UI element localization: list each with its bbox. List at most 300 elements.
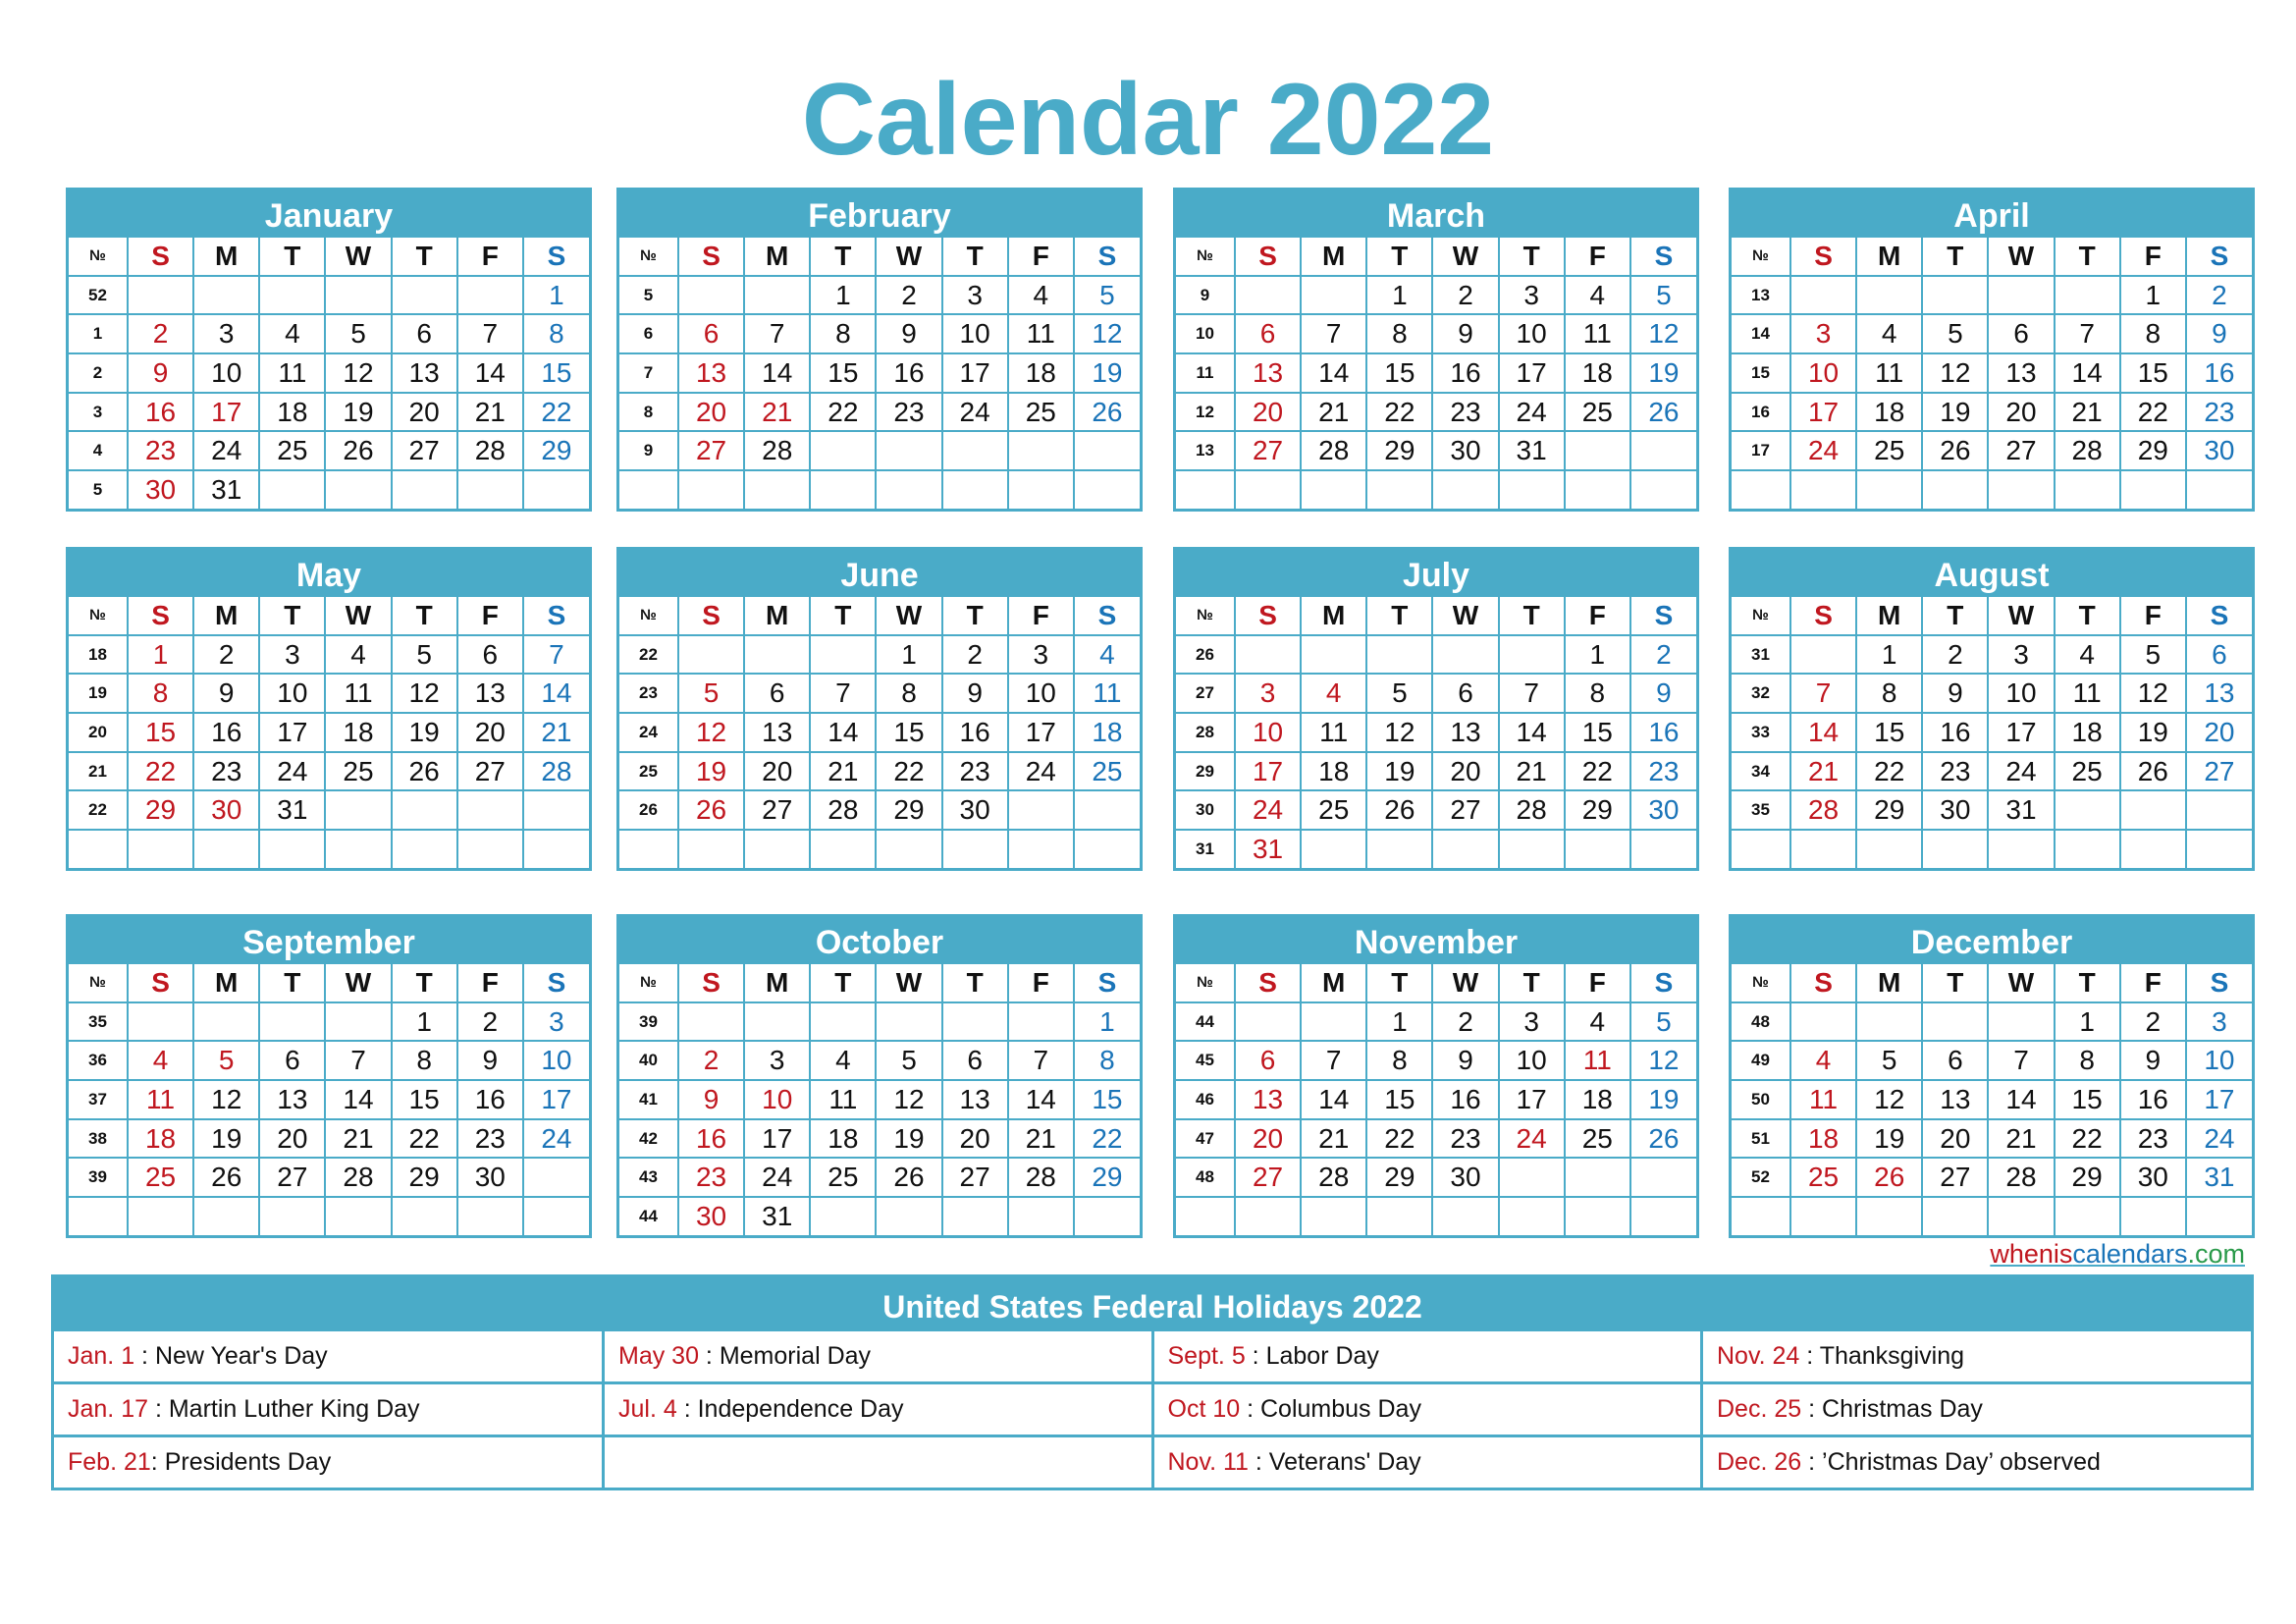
day-cell: 1 xyxy=(1366,276,1432,315)
day-cell: 6 xyxy=(1988,314,2054,353)
day-cell: 28 xyxy=(457,431,523,470)
weekday-header: M xyxy=(1856,596,1922,635)
day-cell: 13 xyxy=(1235,1080,1301,1119)
day-cell: 10 xyxy=(1008,674,1074,713)
weekday-header: F xyxy=(1008,596,1074,635)
day-cell: 12 xyxy=(193,1080,259,1119)
day-cell xyxy=(810,1197,876,1235)
day-cell xyxy=(2055,790,2120,830)
weekday-header: F xyxy=(1565,596,1630,635)
weekday-header: W xyxy=(1988,596,2054,635)
weekday-header: M xyxy=(1301,963,1366,1002)
day-cell xyxy=(2120,830,2186,868)
day-cell xyxy=(1008,790,1074,830)
week-row xyxy=(619,276,1140,315)
day-cell: 27 xyxy=(1235,1158,1301,1197)
weekday-header: T xyxy=(1922,963,1988,1002)
day-cell: 29 xyxy=(128,790,193,830)
weekday-header: T xyxy=(1922,237,1988,276)
day-cell xyxy=(1499,830,1565,868)
day-cell: 28 xyxy=(1301,1158,1366,1197)
holiday-name: Martin Luther King Day xyxy=(168,1395,420,1423)
day-cell xyxy=(193,1197,259,1235)
day-cell: 14 xyxy=(457,353,523,393)
day-cell: 31 xyxy=(193,470,259,509)
day-cell: 11 xyxy=(128,1080,193,1119)
week-row xyxy=(69,635,589,675)
holiday-name: Columbus Day xyxy=(1260,1395,1421,1423)
day-cell xyxy=(1432,1197,1498,1235)
week-row xyxy=(69,314,589,353)
week-number-header: № xyxy=(1732,963,1790,1002)
day-cell: 7 xyxy=(1988,1041,2054,1080)
week-row xyxy=(69,713,589,752)
holiday-cell xyxy=(1702,1331,2252,1383)
day-cell: 4 xyxy=(1790,1041,1856,1080)
day-cell xyxy=(457,276,523,315)
day-cell: 24 xyxy=(1235,790,1301,830)
day-cell: 5 xyxy=(1366,674,1432,713)
day-cell: 9 xyxy=(2186,314,2252,353)
week-row xyxy=(1732,713,2252,752)
day-cell: 9 xyxy=(876,314,941,353)
week-number: 52 xyxy=(1732,1158,1790,1197)
week-row xyxy=(1732,752,2252,791)
weekday-header: S xyxy=(678,963,744,1002)
day-cell xyxy=(392,830,457,868)
credit-part-1: whenis xyxy=(1990,1239,2073,1269)
day-cell: 15 xyxy=(2055,1080,2120,1119)
holidays-heading: United States Federal Holidays 2022 xyxy=(54,1277,2251,1331)
day-cell: 1 xyxy=(2120,276,2186,315)
month-name: October xyxy=(619,917,1140,962)
day-cell: 3 xyxy=(193,314,259,353)
day-cell: 27 xyxy=(1432,790,1498,830)
weekday-header: S xyxy=(523,237,589,276)
holiday-date: Jan. 17 xyxy=(68,1395,149,1423)
holiday-separator: : xyxy=(1248,1448,1269,1476)
week-row xyxy=(619,314,1140,353)
day-cell: 12 xyxy=(392,674,457,713)
day-cell: 27 xyxy=(678,431,744,470)
day-cell: 16 xyxy=(1630,713,1696,752)
day-cell: 26 xyxy=(1922,431,1988,470)
day-cell: 6 xyxy=(392,314,457,353)
weekday-header: M xyxy=(744,963,810,1002)
day-cell: 23 xyxy=(2186,393,2252,432)
week-number: 1 xyxy=(69,314,128,353)
day-cell: 4 xyxy=(1565,276,1630,315)
day-cell xyxy=(523,830,589,868)
holiday-date: Jul. 4 xyxy=(618,1395,677,1423)
holiday-name: Thanksgiving xyxy=(1819,1342,1965,1370)
day-cell xyxy=(810,431,876,470)
weekday-header: F xyxy=(457,596,523,635)
day-cell xyxy=(325,830,391,868)
day-cell: 5 xyxy=(2120,635,2186,675)
day-cell xyxy=(876,431,941,470)
weekday-header: T xyxy=(810,237,876,276)
day-cell: 2 xyxy=(1432,276,1498,315)
month-name: August xyxy=(1732,550,2252,595)
day-cell: 22 xyxy=(523,393,589,432)
week-number: 35 xyxy=(69,1002,128,1042)
weekday-header: T xyxy=(1499,963,1565,1002)
day-cell: 23 xyxy=(128,431,193,470)
day-cell: 8 xyxy=(1366,1041,1432,1080)
month-june xyxy=(616,547,1143,871)
week-number: 13 xyxy=(1732,276,1790,315)
day-cell: 11 xyxy=(1565,314,1630,353)
week-row xyxy=(1732,1080,2252,1119)
week-number xyxy=(1732,830,1790,868)
day-cell: 5 xyxy=(193,1041,259,1080)
week-row xyxy=(1176,1041,1696,1080)
day-cell: 29 xyxy=(1366,431,1432,470)
day-cell xyxy=(259,470,325,509)
day-cell: 28 xyxy=(1790,790,1856,830)
day-cell: 19 xyxy=(1074,353,1140,393)
day-cell: 14 xyxy=(2055,353,2120,393)
week-row xyxy=(69,431,589,470)
week-number: 15 xyxy=(1732,353,1790,393)
week-number: 6 xyxy=(619,314,678,353)
holiday-name: Labor Day xyxy=(1265,1342,1379,1370)
day-cell xyxy=(2186,830,2252,868)
weekday-header: T xyxy=(1499,237,1565,276)
week-number xyxy=(1176,470,1235,509)
day-cell: 28 xyxy=(1008,1158,1074,1197)
week-number: 17 xyxy=(1732,431,1790,470)
day-cell: 24 xyxy=(1790,431,1856,470)
day-cell xyxy=(1366,830,1432,868)
day-cell: 13 xyxy=(1922,1080,1988,1119)
weekday-header: S xyxy=(1630,963,1696,1002)
day-cell: 16 xyxy=(876,353,941,393)
day-cell: 15 xyxy=(1565,713,1630,752)
day-cell: 29 xyxy=(392,1158,457,1197)
day-cell: 15 xyxy=(392,1080,457,1119)
day-cell: 29 xyxy=(1074,1158,1140,1197)
week-number: 33 xyxy=(1732,713,1790,752)
holiday-name: Presidents Day xyxy=(164,1448,332,1476)
week-row xyxy=(69,830,589,868)
day-cell: 9 xyxy=(942,674,1008,713)
week-row xyxy=(1732,1119,2252,1159)
month-grid xyxy=(619,962,1140,1235)
day-cell xyxy=(457,470,523,509)
day-cell: 27 xyxy=(392,431,457,470)
day-cell xyxy=(193,1002,259,1042)
week-number-header: № xyxy=(69,237,128,276)
weekday-header: S xyxy=(1074,237,1140,276)
day-cell: 6 xyxy=(1235,314,1301,353)
holiday-separator: : xyxy=(148,1395,169,1423)
day-cell: 20 xyxy=(1235,1119,1301,1159)
day-cell: 15 xyxy=(1366,1080,1432,1119)
holiday-name: Christmas Day xyxy=(1822,1395,1983,1423)
day-cell: 24 xyxy=(1988,752,2054,791)
weekday-header: W xyxy=(1432,596,1498,635)
weekday-header: T xyxy=(259,237,325,276)
holiday-cell xyxy=(604,1383,1153,1436)
day-cell: 6 xyxy=(1922,1041,1988,1080)
week-number: 51 xyxy=(1732,1119,1790,1159)
day-cell xyxy=(128,1002,193,1042)
day-cell: 16 xyxy=(678,1119,744,1159)
day-cell: 27 xyxy=(1988,431,2054,470)
day-cell xyxy=(523,790,589,830)
day-cell: 10 xyxy=(193,353,259,393)
day-cell: 10 xyxy=(744,1080,810,1119)
day-cell: 3 xyxy=(1790,314,1856,353)
day-cell: 11 xyxy=(1074,674,1140,713)
weekday-header: S xyxy=(2186,596,2252,635)
day-cell: 24 xyxy=(744,1158,810,1197)
day-cell xyxy=(1790,830,1856,868)
day-cell xyxy=(1988,1002,2054,1042)
day-cell xyxy=(193,276,259,315)
day-cell xyxy=(1856,830,1922,868)
weekday-header: S xyxy=(128,963,193,1002)
week-number: 48 xyxy=(1176,1158,1235,1197)
website-credit-link[interactable] xyxy=(1990,1239,2245,1270)
day-cell xyxy=(1856,1002,1922,1042)
holiday-date: Feb. 21 xyxy=(68,1448,151,1476)
day-cell: 17 xyxy=(2186,1080,2252,1119)
day-cell: 13 xyxy=(392,353,457,393)
day-cell: 5 xyxy=(392,635,457,675)
day-cell: 9 xyxy=(1922,674,1988,713)
day-cell: 25 xyxy=(1074,752,1140,791)
day-cell: 2 xyxy=(193,635,259,675)
day-cell: 31 xyxy=(744,1197,810,1235)
day-cell: 17 xyxy=(259,713,325,752)
day-cell: 31 xyxy=(1988,790,2054,830)
day-cell: 26 xyxy=(392,752,457,791)
week-row xyxy=(1732,393,2252,432)
day-cell: 4 xyxy=(1565,1002,1630,1042)
day-cell: 18 xyxy=(128,1119,193,1159)
weekday-header: S xyxy=(1074,596,1140,635)
day-cell xyxy=(1790,276,1856,315)
day-cell: 15 xyxy=(1856,713,1922,752)
day-cell xyxy=(810,830,876,868)
day-cell xyxy=(2055,1197,2120,1235)
day-cell: 14 xyxy=(523,674,589,713)
week-number: 52 xyxy=(69,276,128,315)
day-cell xyxy=(1922,1197,1988,1235)
weekday-header: F xyxy=(457,237,523,276)
day-cell xyxy=(876,1197,941,1235)
day-cell: 13 xyxy=(2186,674,2252,713)
day-cell: 14 xyxy=(1301,353,1366,393)
day-cell: 18 xyxy=(1856,393,1922,432)
day-cell: 2 xyxy=(1630,635,1696,675)
day-cell xyxy=(128,276,193,315)
day-cell xyxy=(1074,431,1140,470)
holiday-separator: : xyxy=(1801,1448,1823,1476)
weekday-header: S xyxy=(128,596,193,635)
day-cell: 1 xyxy=(1366,1002,1432,1042)
day-cell xyxy=(1432,470,1498,509)
week-number: 14 xyxy=(1732,314,1790,353)
day-cell xyxy=(1301,1197,1366,1235)
day-cell: 23 xyxy=(1432,1119,1498,1159)
day-cell xyxy=(1499,1197,1565,1235)
week-row xyxy=(1176,1080,1696,1119)
day-cell: 17 xyxy=(1988,713,2054,752)
day-cell xyxy=(1922,830,1988,868)
day-cell: 28 xyxy=(1301,431,1366,470)
week-row xyxy=(1732,635,2252,675)
day-cell xyxy=(1988,276,2054,315)
week-row xyxy=(619,470,1140,509)
month-name: May xyxy=(69,550,589,595)
day-cell: 31 xyxy=(1499,431,1565,470)
day-cell xyxy=(1565,431,1630,470)
day-cell: 4 xyxy=(1301,674,1366,713)
week-number: 8 xyxy=(619,393,678,432)
day-cell xyxy=(942,470,1008,509)
day-cell: 2 xyxy=(128,314,193,353)
week-number: 43 xyxy=(619,1158,678,1197)
day-cell: 25 xyxy=(259,431,325,470)
day-cell: 14 xyxy=(1988,1080,2054,1119)
day-cell: 27 xyxy=(1922,1158,1988,1197)
day-cell xyxy=(1988,470,2054,509)
day-cell: 30 xyxy=(193,790,259,830)
week-row xyxy=(69,1158,589,1197)
week-number xyxy=(619,470,678,509)
day-cell: 26 xyxy=(1856,1158,1922,1197)
day-cell xyxy=(2055,830,2120,868)
day-cell xyxy=(1630,1158,1696,1197)
month-september xyxy=(66,914,592,1238)
day-cell xyxy=(1235,470,1301,509)
day-cell: 8 xyxy=(128,674,193,713)
day-cell xyxy=(193,830,259,868)
day-cell: 12 xyxy=(1922,353,1988,393)
weekday-header: T xyxy=(259,963,325,1002)
day-cell: 15 xyxy=(1366,353,1432,393)
day-cell: 16 xyxy=(2120,1080,2186,1119)
holiday-separator: : xyxy=(698,1342,720,1370)
week-row xyxy=(619,1080,1140,1119)
weekday-header: W xyxy=(876,963,941,1002)
day-cell: 6 xyxy=(2186,635,2252,675)
day-cell: 8 xyxy=(876,674,941,713)
day-cell: 7 xyxy=(325,1041,391,1080)
day-cell: 5 xyxy=(678,674,744,713)
holiday-cell xyxy=(1152,1436,1702,1489)
day-cell: 27 xyxy=(1235,431,1301,470)
day-cell xyxy=(1235,1197,1301,1235)
week-row xyxy=(1732,790,2252,830)
weekday-header: S xyxy=(1235,963,1301,1002)
day-cell xyxy=(1790,470,1856,509)
holiday-cell xyxy=(604,1331,1153,1383)
holiday-separator: : xyxy=(1801,1395,1823,1423)
day-cell: 11 xyxy=(1008,314,1074,353)
day-cell: 16 xyxy=(128,393,193,432)
day-cell: 5 xyxy=(1074,276,1140,315)
day-cell xyxy=(1922,470,1988,509)
day-cell xyxy=(1008,470,1074,509)
holiday-cell xyxy=(54,1383,604,1436)
week-number-header: № xyxy=(619,237,678,276)
day-cell: 28 xyxy=(523,752,589,791)
day-cell: 12 xyxy=(678,713,744,752)
day-cell xyxy=(392,470,457,509)
week-number: 45 xyxy=(1176,1041,1235,1080)
day-cell: 16 xyxy=(942,713,1008,752)
day-cell xyxy=(1301,830,1366,868)
weekday-header: M xyxy=(1301,596,1366,635)
day-cell xyxy=(259,830,325,868)
weekday-header: F xyxy=(2120,963,2186,1002)
week-row xyxy=(1732,276,2252,315)
day-cell: 11 xyxy=(259,353,325,393)
holiday-cell xyxy=(1152,1383,1702,1436)
day-cell: 9 xyxy=(193,674,259,713)
day-cell: 22 xyxy=(1565,752,1630,791)
day-cell: 25 xyxy=(2055,752,2120,791)
weekday-header: T xyxy=(2055,963,2120,1002)
week-row xyxy=(1176,1158,1696,1197)
day-cell: 10 xyxy=(1499,314,1565,353)
weekday-header: S xyxy=(128,237,193,276)
day-cell: 12 xyxy=(2120,674,2186,713)
month-march xyxy=(1173,188,1699,512)
day-cell: 8 xyxy=(523,314,589,353)
day-cell: 14 xyxy=(1008,1080,1074,1119)
weekday-header: S xyxy=(1790,963,1856,1002)
day-cell: 30 xyxy=(1922,790,1988,830)
day-cell xyxy=(1856,276,1922,315)
day-cell xyxy=(1008,1002,1074,1042)
day-cell: 26 xyxy=(1074,393,1140,432)
day-cell: 5 xyxy=(876,1041,941,1080)
week-number: 39 xyxy=(619,1002,678,1042)
day-cell xyxy=(810,635,876,675)
day-cell: 26 xyxy=(876,1158,941,1197)
week-row xyxy=(619,393,1140,432)
day-cell xyxy=(1565,1158,1630,1197)
holiday-cell xyxy=(1702,1436,2252,1489)
day-cell: 6 xyxy=(744,674,810,713)
holiday-separator: : xyxy=(150,1448,165,1476)
day-cell: 2 xyxy=(942,635,1008,675)
month-august xyxy=(1729,547,2255,871)
week-row xyxy=(69,470,589,509)
weekday-header: T xyxy=(1499,596,1565,635)
day-cell: 6 xyxy=(457,635,523,675)
week-number: 22 xyxy=(69,790,128,830)
day-cell: 5 xyxy=(1856,1041,1922,1080)
day-cell xyxy=(2186,1197,2252,1235)
day-cell: 26 xyxy=(678,790,744,830)
holiday-cell xyxy=(1702,1383,2252,1436)
day-cell: 28 xyxy=(2055,431,2120,470)
week-row xyxy=(1176,1002,1696,1042)
day-cell: 1 xyxy=(1074,1002,1140,1042)
week-row xyxy=(1176,635,1696,675)
day-cell: 3 xyxy=(523,1002,589,1042)
day-cell: 5 xyxy=(325,314,391,353)
weekday-header: F xyxy=(1565,963,1630,1002)
day-cell xyxy=(1630,470,1696,509)
